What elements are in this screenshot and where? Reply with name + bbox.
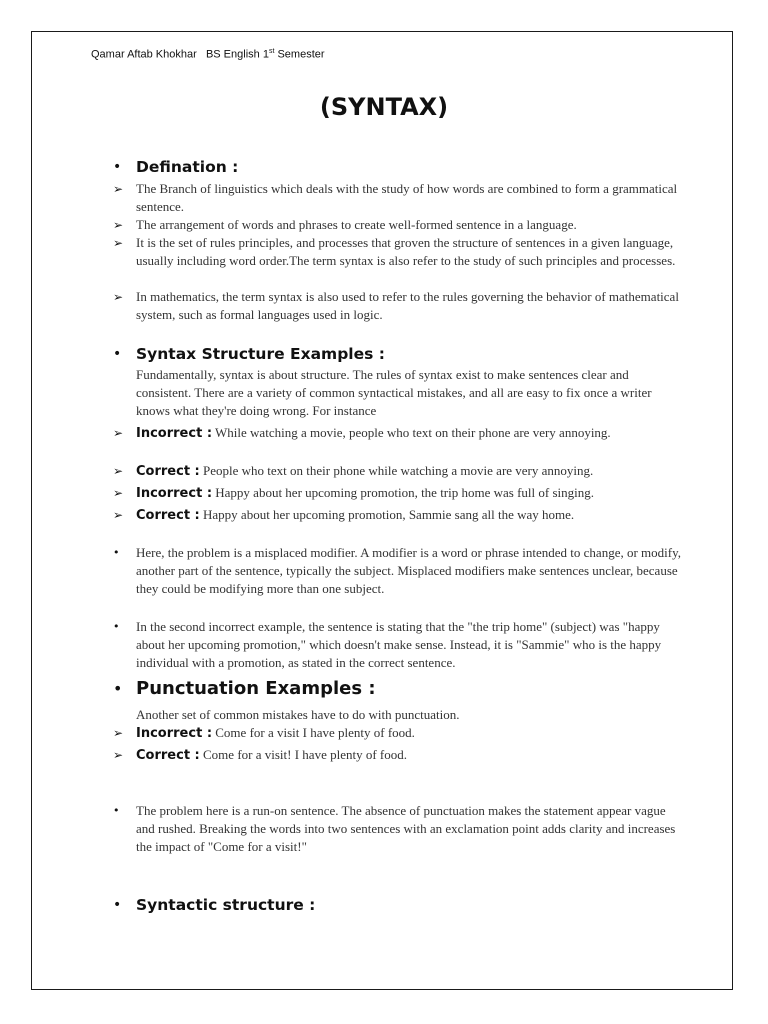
structure-example (136, 462, 684, 481)
punctuation-example (136, 746, 684, 765)
arrow-bullet-icon: ➢ (113, 290, 124, 304)
arrow-bullet-icon: ➢ (113, 486, 124, 500)
example-label: Incorrect : (136, 486, 213, 501)
arrow-bullet-icon: ➢ (113, 182, 124, 196)
punctuation-note: The problem here is a run-on sentence. The absence of punctuation makes the statement appear vague and rushed. Breaking the words into two sentences with an exclamation point adds clarity and increases the impact of "Come for a visit!" (136, 803, 676, 854)
example-label: Correct : (136, 748, 200, 763)
structure-example (136, 424, 684, 443)
bullet-icon: • (113, 804, 120, 817)
arrow-bullet-icon: ➢ (113, 726, 124, 740)
example-text: Happy about her upcoming promotion, Sammie sang all the way home. (203, 507, 575, 522)
example-label: Correct : (136, 508, 200, 523)
course-name: BS English 1 (205, 48, 269, 61)
example-text: People who text on their phone while watching a movie are very annoying. (203, 463, 594, 478)
course-term: Semester (277, 48, 325, 61)
example-label: Incorrect : (136, 726, 213, 741)
definition-item: The arrangement of words and phrases to create well-formed sentence in a language. (136, 217, 577, 232)
example-label: Incorrect : (136, 426, 213, 441)
arrow-bullet-icon: ➢ (113, 748, 124, 762)
arrow-bullet-icon: ➢ (113, 508, 124, 522)
arrow-bullet-icon: ➢ (113, 426, 124, 440)
bullet-icon: • (113, 897, 122, 913)
syntactic-heading: Syntactic structure : (136, 896, 316, 914)
definition-item: It is the set of rules principles, and processes that groven the structure of sentences in a given language, usually including word order.The term syntax is also refer to the study of such principles and processes. (136, 235, 676, 268)
structure-note: In the second incorrect example, the sentence is stating that the "the trip home" (subject) was "happy about her upcoming promotion," which doesn't make sense. Instead, it is "Sammie" who is the happy individual with a promotion, as stated in the correct sentence. (136, 619, 662, 670)
bullet-icon: • (113, 620, 120, 633)
punctuation-example (136, 724, 684, 743)
definition-heading: Defination : (136, 158, 239, 176)
punctuation-intro: Another set of common mistakes have to do with punctuation. (136, 707, 460, 722)
page-title: (SYNTAX) (319, 93, 449, 121)
example-text: While watching a movie, people who text on their phone are very annoying. (215, 425, 611, 440)
structure-intro: Fundamentally, syntax is about structure. The rules of syntax exist to make sentences clear and consistent. There are a variety of common syntactical mistakes, and all are easy to fix once a writer knows what they're doing wrong. For instance (136, 367, 652, 418)
structure-note: Here, the problem is a misplaced modifier. A modifier is a word or phrase intended to change, or modify, another part of the sentence, typically the subject. Misplaced modifiers make sentences unclear, because they could be modifying more than one subject. (136, 545, 682, 596)
bullet-icon: • (113, 546, 120, 559)
author-name: Qamar Aftab Khokhar (91, 48, 197, 61)
arrow-bullet-icon: ➢ (113, 464, 124, 478)
structure-heading: Syntax Structure Examples : (136, 345, 385, 363)
definition-item: The Branch of linguistics which deals with the study of how words are combined to form a grammatical sentence. (136, 181, 678, 214)
bullet-icon: • (113, 346, 122, 362)
punctuation-heading: Punctuation Examples : (136, 678, 376, 699)
definition-item: In mathematics, the term syntax is also used to refer to the rules governing the behavior of mathematical system, such as formal languages used in logic. (136, 289, 679, 322)
structure-example (136, 484, 684, 503)
example-label: Correct : (136, 464, 200, 479)
arrow-bullet-icon: ➢ (113, 236, 124, 250)
arrow-bullet-icon: ➢ (113, 218, 124, 232)
bullet-icon: • (113, 159, 122, 175)
example-text: Happy about her upcoming promotion, the trip home was full of singing. (215, 485, 595, 500)
example-text: Come for a visit I have plenty of food. (215, 725, 415, 740)
example-text: Come for a visit! I have plenty of food. (203, 747, 407, 762)
structure-example (136, 506, 684, 525)
bullet-icon: • (113, 679, 123, 698)
document-header (91, 48, 325, 61)
course-ordinal: st (268, 48, 275, 55)
